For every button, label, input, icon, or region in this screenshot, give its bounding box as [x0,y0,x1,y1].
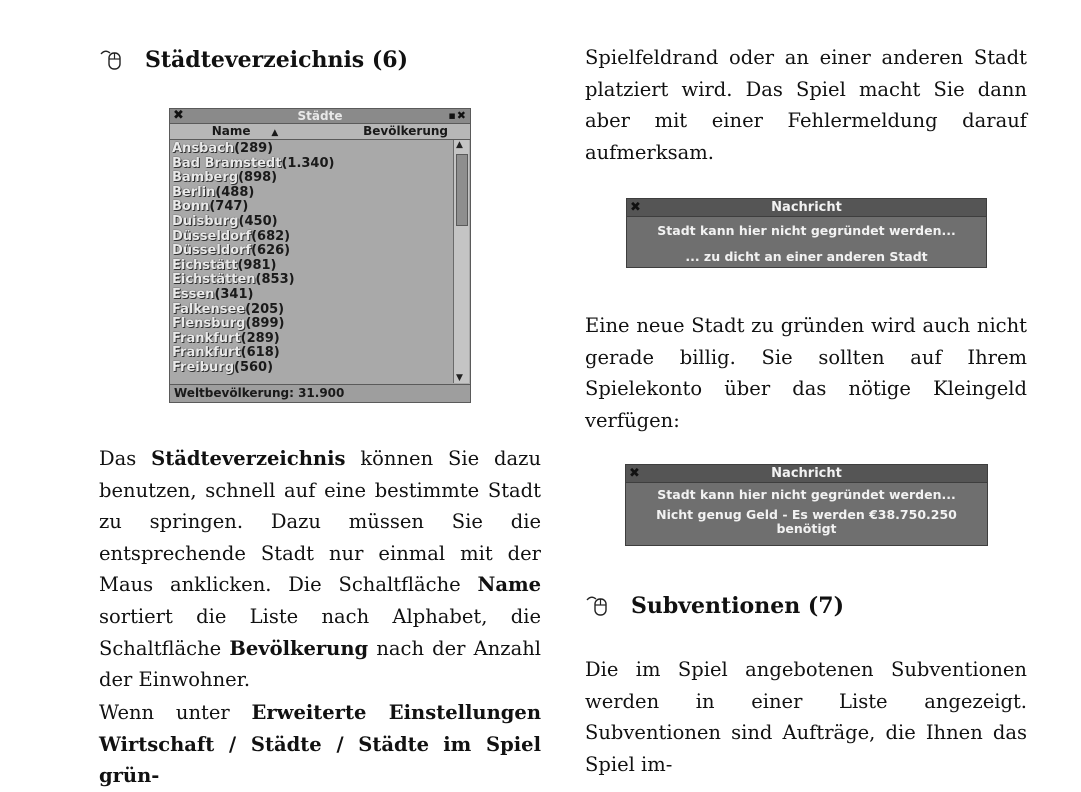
city-name: Ansbach [172,141,235,156]
city-population: (626) [251,243,291,259]
city-name: Essen [172,286,215,302]
section-heading-subsidies [585,586,844,626]
city-list-item[interactable] [172,273,452,288]
city-name: Duisburg [172,213,239,229]
paragraph-subsidies: Die im Spiel angebotenen Subventionen werden in einer Liste angezeigt. Subventionen sind Aufträge, die Ihnen das Spiel im- [585,658,1027,776]
cities-list [172,142,452,376]
cities-column-header [170,124,470,140]
message-line: Stadt kann hier nicht gegründet werden... [657,487,956,502]
message-box-no-money [625,464,988,546]
paragraph-placement: Spielfeldrand oder an einer anderen Stadt platziert wird. Das Spiel macht Sie dann aber mit einer Fehlermeldung darauf aufmerksam. [585,46,1027,164]
left-column [99,40,541,788]
message-title: Nachricht [771,200,842,215]
city-list-item[interactable] [172,142,452,157]
city-population: (682) [251,228,291,244]
city-population: (747) [209,199,249,215]
mouse-icon [99,48,125,72]
city-list-item[interactable] [172,215,452,230]
sort-ascending-icon: ▲ [271,128,279,138]
text: Das [99,447,152,470]
cities-window-titlebar [170,109,470,124]
heading-text: Städteverzeichnis (6) [145,47,408,73]
cities-window-title: Städte [297,109,343,123]
close-icon[interactable]: ✖ [173,108,184,123]
text: nach der Anzahl der Einwohner. [99,636,541,692]
sort-by-name-button[interactable] [170,124,320,139]
message-box-too-close [626,198,987,268]
city-population: (898) [238,170,278,186]
heading-text: Subventionen (7) [631,593,845,619]
city-name: Düsseldorf [172,243,252,259]
city-list-item[interactable] [172,230,452,245]
mouse-icon [585,594,611,618]
text [429,733,443,756]
text: Wenn unter [99,701,252,724]
city-name: Falkensee [172,301,246,317]
text: können Sie dazu benutzen, schnell auf eine bestimmte Stadt zu springen. Dazu müssen Sie die entsprechende Stadt nur einmal mit der Maus anklicken. Die Schaltfläche [99,447,541,597]
message-line: Stadt kann hier nicht gegründet werden... [657,223,956,238]
city-list-item[interactable] [172,361,452,376]
city-list-item[interactable] [172,244,452,259]
city-population: (341) [214,286,254,302]
city-name: Freiburg [172,359,235,375]
city-list-item[interactable] [172,346,452,361]
city-name: Berlin [172,184,216,200]
city-name: Bad Bramstedt [172,155,282,171]
city-name: Bonn [172,199,210,215]
paragraph-cost: Eine neue Stadt zu gründen wird auch nicht gerade billig. Sie sollten auf Ihrem Spielekonto über das nötige Kleingeld verfügen: [585,314,1027,432]
scroll-down-icon[interactable]: ▼ [456,373,463,383]
city-population: (289) [240,330,280,346]
city-name: Düsseldorf [172,228,252,244]
city-list-item[interactable] [172,288,452,303]
sort-by-population-button[interactable]: Bevölkerung [363,124,448,138]
city-name: Frankfurt [172,330,241,346]
cities-window [169,108,471,403]
message-titlebar [626,465,987,483]
bold-text: im Spiel grün- [99,732,541,788]
scroll-thumb[interactable] [456,154,468,226]
city-list-item[interactable] [172,200,452,215]
section-heading-city-directory [99,40,541,80]
city-list-item[interactable] [172,171,452,186]
paragraph-settings [99,697,541,792]
bold-text: Erweiterte Einstellungen Wirtschaft / Städte / Städte [99,701,541,756]
text: sortiert die Liste nach Alphabet, die Schaltfläche [99,604,541,660]
cities-scrollbar[interactable] [453,140,469,383]
window-controls-icon[interactable]: ▪✖ [448,109,467,122]
city-population: (289) [234,141,274,156]
city-list-item[interactable] [172,317,452,332]
city-population: (853) [255,272,295,288]
bold-text: Bevölkerung [229,636,369,660]
city-name: Eichstätt [172,257,238,273]
city-population: (899) [245,316,285,332]
scroll-up-icon[interactable]: ▲ [456,140,463,150]
city-population: (205) [245,301,285,317]
city-population: (1.340) [281,155,335,171]
bold-text: Name [477,573,541,597]
city-name: Flensburg [172,316,246,332]
city-name: Eichstätten [172,272,256,288]
close-icon[interactable]: ✖ [629,466,640,481]
sort-by-name-label: Name [211,124,251,138]
message-title: Nachricht [771,466,842,481]
city-population: (981) [237,257,277,273]
city-name: Frankfurt [172,345,241,361]
paragraph-city-directory [99,443,541,696]
bold-text: Städteverzeichnis [151,447,346,470]
message-line: ... zu dicht an einer anderen Stadt [685,249,928,264]
message-line: benötigt [776,521,837,536]
city-list-item[interactable] [172,303,452,318]
close-icon[interactable]: ✖ [630,200,641,215]
city-name: Bamberg [172,170,239,186]
city-population: (450) [238,213,278,229]
message-line: Nicht genug Geld - Es werden €38.750.250 [656,507,957,522]
city-population: (488) [215,184,255,200]
world-population: Weltbevölkerung: 31.900 [170,384,470,402]
city-population: (618) [240,345,280,361]
city-list-item[interactable] [172,186,452,201]
message-titlebar [627,199,986,217]
city-population: (560) [234,359,274,375]
city-list-item[interactable] [172,157,452,172]
